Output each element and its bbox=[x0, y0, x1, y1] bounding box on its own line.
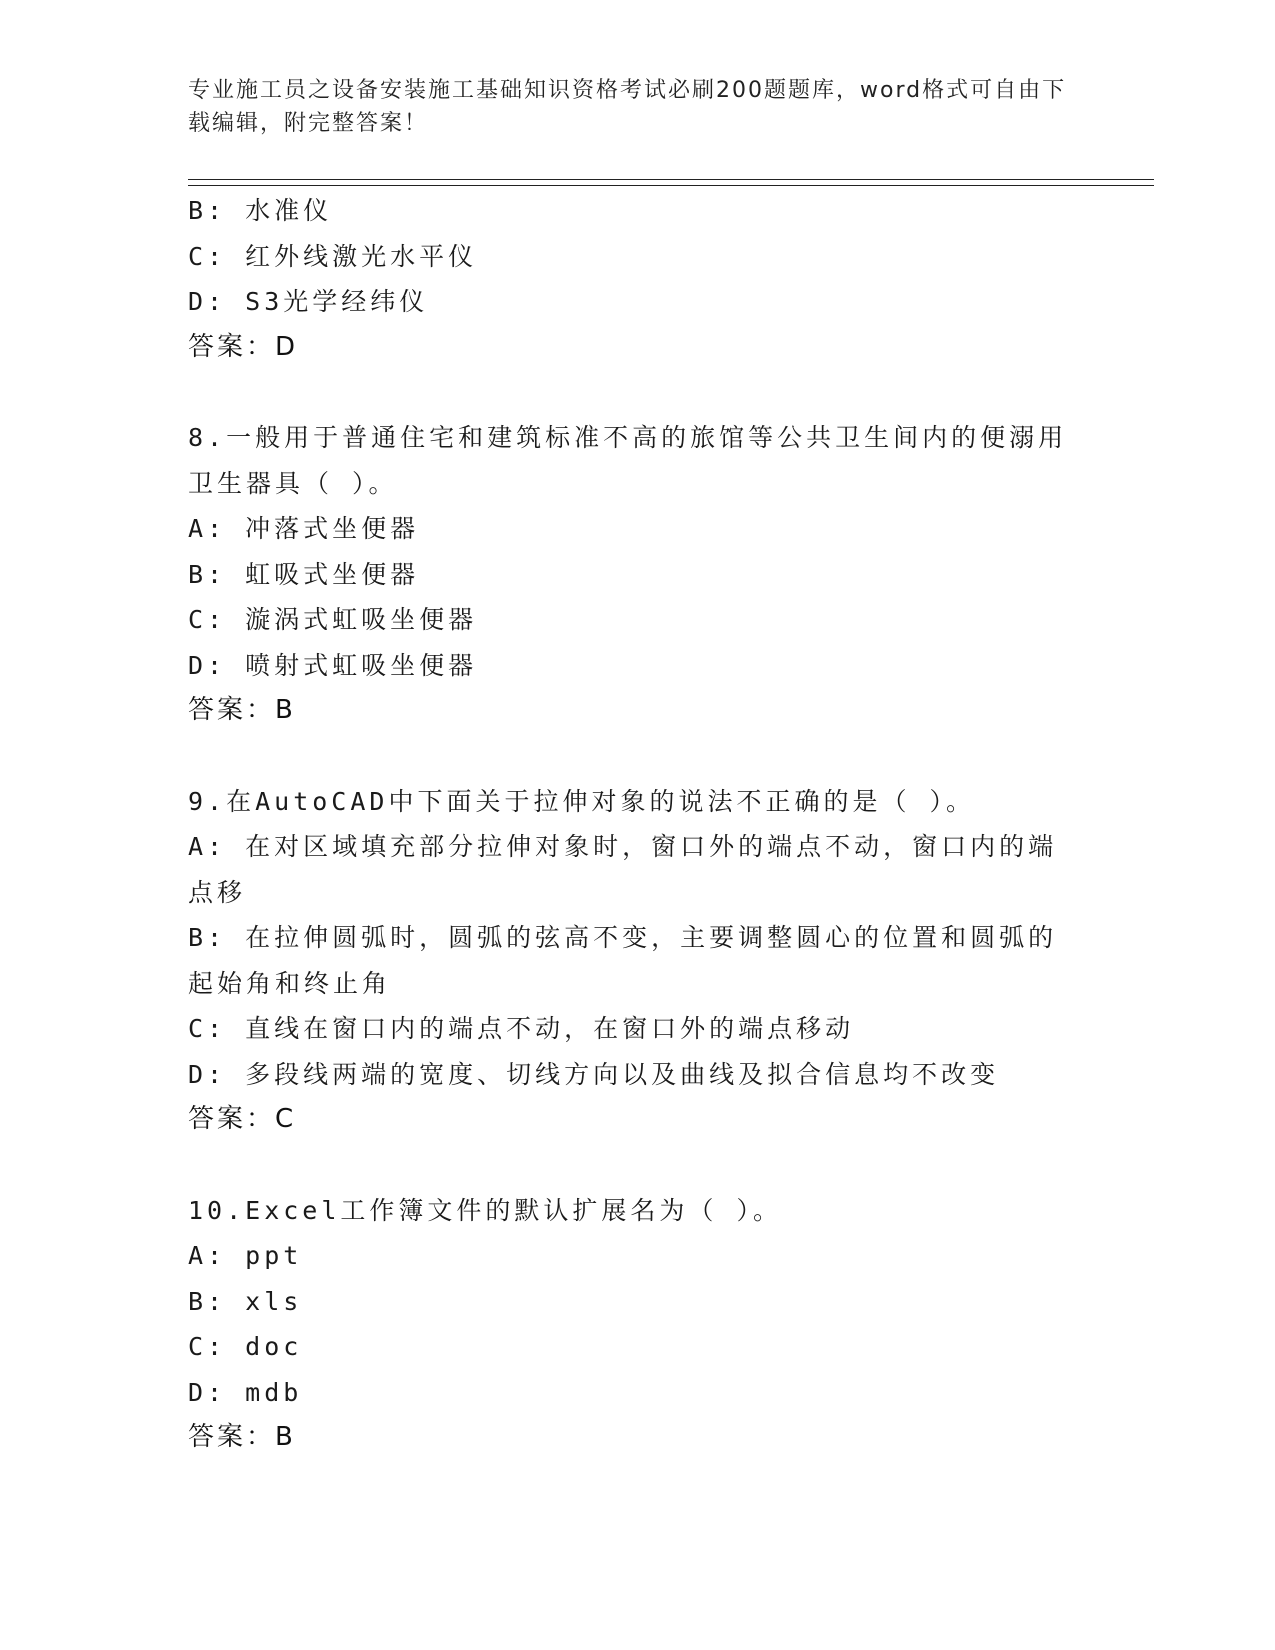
option-a: A: 冲落式坐便器 bbox=[188, 514, 420, 543]
option-c: C: doc bbox=[188, 1332, 303, 1361]
answer: 答案：B bbox=[188, 695, 296, 725]
option-a: A: ppt bbox=[188, 1241, 303, 1270]
option-d: D: 喷射式虹吸坐便器 bbox=[188, 650, 478, 680]
question-8 bbox=[188, 415, 1078, 734]
question-9 bbox=[188, 779, 1078, 1143]
answer: 答案：C bbox=[188, 1104, 297, 1134]
answer: 答案：B bbox=[188, 1422, 296, 1452]
option-c: C: 红外线激光水平仪 bbox=[188, 241, 478, 271]
question-stem: 9.在AutoCAD中下面关于拉伸对象的说法不正确的是（ ）。 bbox=[188, 786, 976, 816]
option-d: D: mdb bbox=[188, 1377, 303, 1407]
question-stem: 8.一般用于普通住宅和建筑标准不高的旅馆等公共卫生间内的便溺用卫生器具（ ）。 bbox=[188, 423, 1068, 498]
option-b: B: 虹吸式坐便器 bbox=[188, 559, 420, 589]
option-c: C: 漩涡式虹吸坐便器 bbox=[188, 605, 478, 634]
question-list bbox=[188, 188, 1078, 1461]
document-header bbox=[188, 74, 1068, 140]
header-divider bbox=[188, 179, 1154, 186]
option-b: B: 水准仪 bbox=[188, 196, 333, 225]
question-7-tail bbox=[188, 188, 1078, 370]
option-c: C: 直线在窗口内的端点不动，在窗口外的端点移动 bbox=[188, 1014, 855, 1043]
option-d: D: 多段线两端的宽度、切线方向以及曲线及拟合信息均不改变 bbox=[188, 1059, 1000, 1089]
question-stem: 10.Excel工作簿文件的默认扩展名为（ ）。 bbox=[188, 1195, 782, 1225]
question-10 bbox=[188, 1188, 1078, 1461]
option-d: D: S3光学经纬仪 bbox=[188, 287, 429, 316]
answer: 答案：D bbox=[188, 331, 299, 362]
header-title: 专业施工员之设备安装施工基础知识资格考试必刷200题题库，word格式可自由下载编辑，附完整答案！ bbox=[188, 78, 1067, 136]
option-b: B: xls bbox=[188, 1286, 303, 1316]
option-b: B: 在拉伸圆弧时，圆弧的弦高不变，主要调整圆心的位置和圆弧的起始角和终止角 bbox=[188, 923, 1058, 998]
option-a: A: 在对区域填充部分拉伸对象时，窗口外的端点不动，窗口内的端点移 bbox=[188, 832, 1058, 907]
